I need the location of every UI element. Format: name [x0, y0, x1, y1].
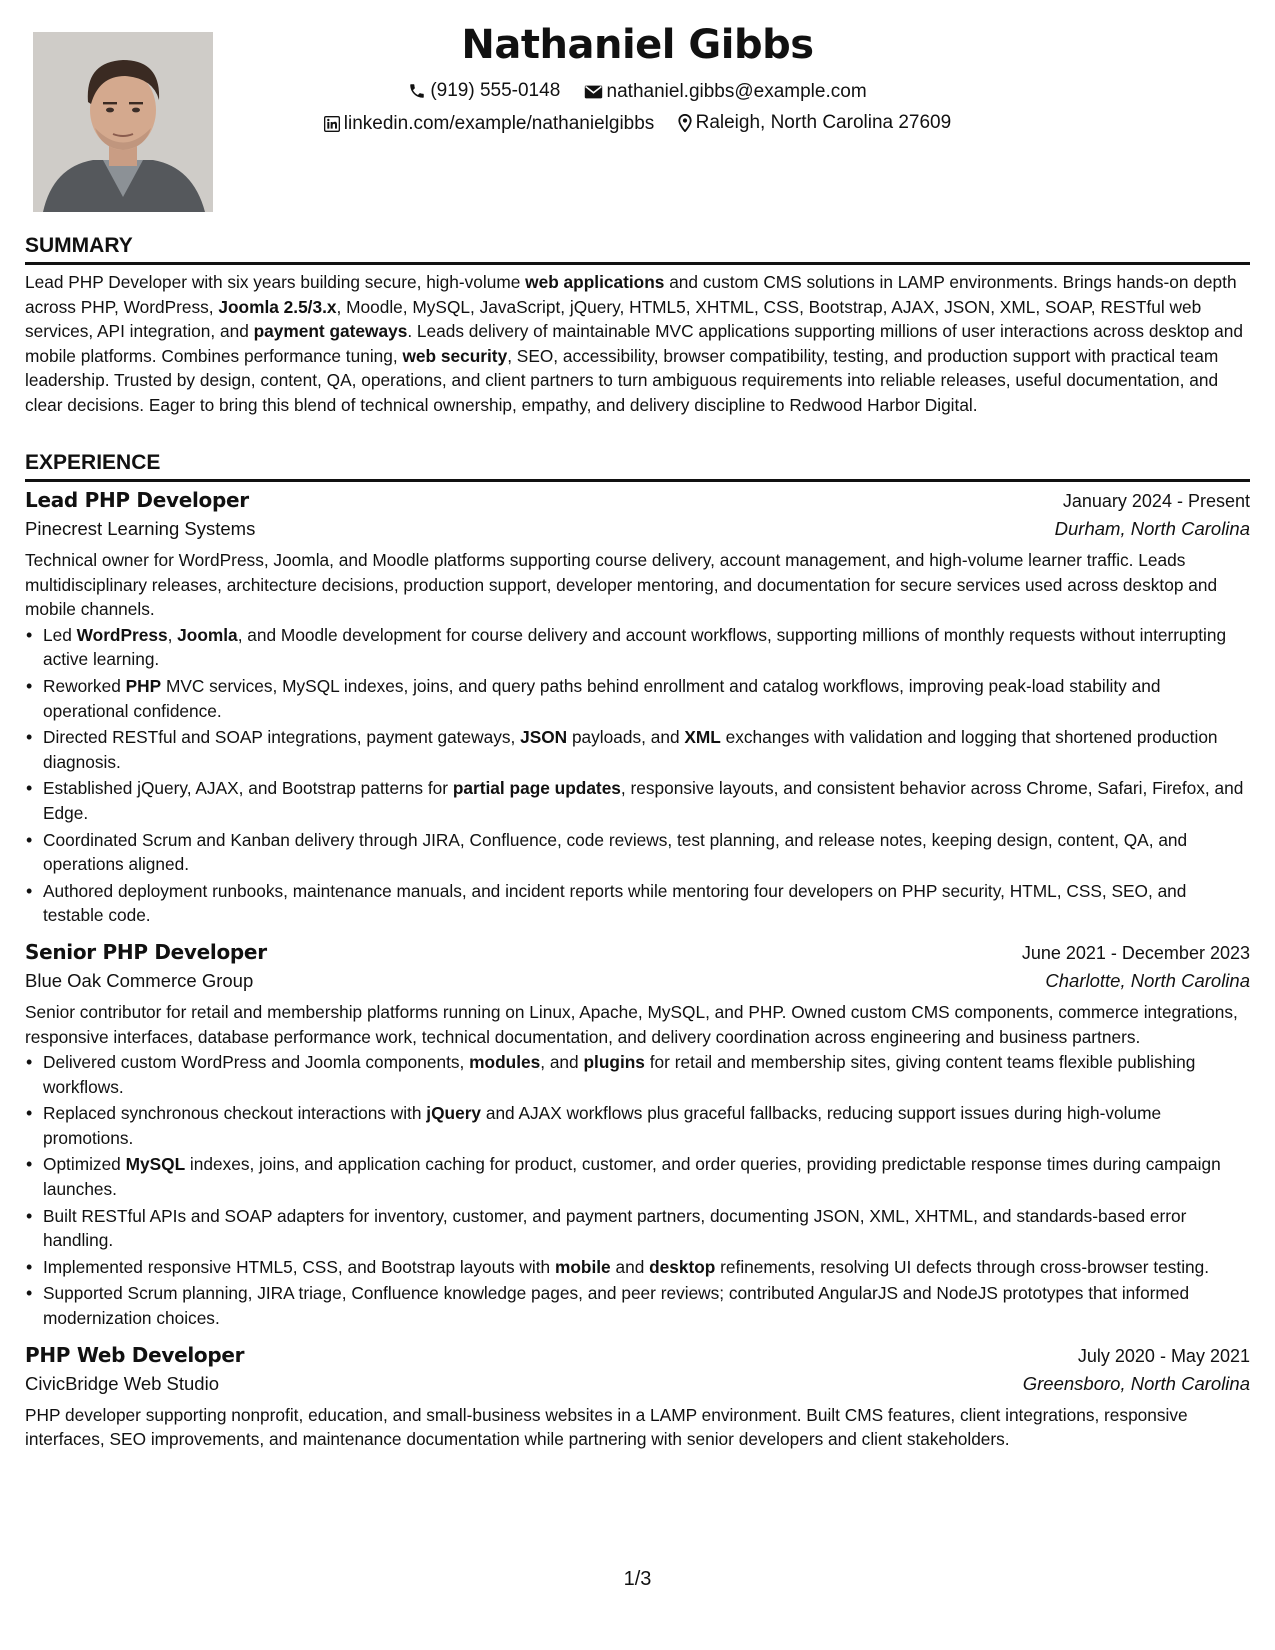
bullet-item: • Reworked PHP MVC services, MySQL indexes, joins, and query paths behind enrollment and catalog workflows, improving peak-load stability and operational confidence. [25, 674, 1250, 723]
bullet-item: • Supported Scrum planning, JIRA triage, Confluence knowledge pages, and peer reviews; contributed AngularJS and NodeJS prototypes that informed modernization choices. [25, 1281, 1250, 1330]
job-dates: June 2021 - December 2023 [1021, 942, 1250, 963]
location-contact [678, 112, 952, 134]
bullet-item: • Established jQuery, AJAX, and Bootstrap patterns for partial page updates, responsive layouts, and consistent behavior across Chrome, Safari, Firefox, and Edge. [25, 776, 1250, 825]
job-title: PHP Web Developer [25, 1342, 245, 1367]
job-title: Senior PHP Developer [25, 939, 267, 964]
bullet-item: • Optimized MySQL indexes, joins, and application caching for product, customer, and order queries, providing predictable response times during campaign launches. [25, 1152, 1250, 1201]
phone-contact [408, 80, 560, 102]
summary-paragraph: Lead PHP Developer with six years building secure, high-volume web applications and custom CMS solutions in LAMP environments. Brings hands-on depth across PHP, WordPress, Joomla 2.5/3.x, Moodle, MySQL, JavaScript, jQuery, HTML5, XHTML, CSS, Bootstrap, AJAX, JSON, XML, SOAP, RESTful web services, API integration, and payment gateways. Leads delivery of maintainable MVC applications supporting millions of user interactions across desktop and mobile platforms. Combines performance tuning, web security, SEO, accessibility, browser compatibility, testing, and production support with practical team leadership. Trusted by design, content, QA, operations, and client partners to turn ambiguous requirements into reliable releases, useful documentation, and clear decisions. Eager to bring this blend of technical ownership, empathy, and delivery discipline to Redwood Harbor Digital. [25, 272, 1244, 415]
page-number: 1/3 [623, 1568, 652, 1590]
bullet-item: • Directed RESTful and SOAP integrations, payment gateways, JSON payloads, and XML exchanges with validation and logging that shortened production diagnosis. [25, 725, 1250, 774]
envelope-icon [584, 84, 603, 100]
job-dates: July 2020 - May 2021 [1077, 1345, 1250, 1366]
summary-section [25, 234, 1250, 418]
phone-icon [408, 82, 426, 100]
contact-line-2 [25, 112, 1250, 138]
job-bullets [25, 623, 1250, 928]
bullet-item: • Implemented responsive HTML5, CSS, and Bootstrap layouts with mobile and desktop refinements, resolving UI defects through cross-browser testing. [25, 1255, 1250, 1280]
bullet-item: • Built RESTful APIs and SOAP adapters for inventory, customer, and payment partners, documenting JSON, XML, XHTML, and standards-based error handling. [25, 1204, 1250, 1253]
contact-line-1 [25, 80, 1250, 106]
job-location: Charlotte, North Carolina [1045, 969, 1250, 991]
linkedin-icon [324, 116, 340, 132]
candidate-name: Nathaniel Gibbs [461, 22, 814, 68]
location-text: Raleigh, North Carolina 27609 [695, 112, 952, 133]
email-contact[interactable] [584, 81, 867, 103]
experience-section [25, 451, 1250, 1452]
bullet-item: • Coordinated Scrum and Kanban delivery through JIRA, Confluence, code reviews, test planning, and release notes, keeping design, content, QA, and operations aligned. [25, 828, 1250, 877]
job-company: Blue Oak Commerce Group [25, 969, 254, 991]
section-title: EXPERIENCE [25, 451, 1250, 482]
map-pin-icon [678, 114, 692, 132]
job-entry [25, 1343, 1250, 1452]
bullet-item: • Led WordPress, Joomla, and Moodle development for course delivery and account workflows, supporting millions of monthly requests without interrupting active learning. [25, 623, 1250, 672]
phone-text: (919) 555-0148 [430, 80, 561, 101]
job-location: Durham, North Carolina [1054, 518, 1250, 539]
job-description: Technical owner for WordPress, Joomla, and Moodle platforms supporting course delivery, account management, and high-volume learner traffic. Leads multidisciplinary releases, architecture decisions, production support, developer mentoring, and documentation for secure services used across desktop and mobile channels. [25, 550, 1218, 620]
bullet-item: • Authored deployment runbooks, maintenance manuals, and incident reports while mentoring four developers on PHP security, HTML, CSS, SEO, and testable code. [25, 879, 1250, 928]
job-description: Senior contributor for retail and membership platforms running on Linux, Apache, MySQL, and PHP. Owned custom CMS components, commerce integrations, responsive interfaces, database performance work, technical documentation, and delivery coordination across engineering and business partners. [25, 1001, 1238, 1047]
job-entry [25, 940, 1250, 1331]
job-entry [25, 488, 1250, 928]
email-text[interactable]: nathaniel.gibbs@example.com [606, 81, 867, 102]
resume-page [25, 0, 1250, 1650]
job-location: Greensboro, North Carolina [1022, 1372, 1250, 1394]
job-bullets [25, 1050, 1250, 1331]
job-title: Lead PHP Developer [25, 488, 249, 512]
bullet-item: • Delivered custom WordPress and Joomla components, modules, and plugins for retail and membership sites, giving content teams flexible publishing workflows. [25, 1050, 1250, 1099]
linkedin-text[interactable]: linkedin.com/example/nathanielgibbs [343, 113, 655, 134]
job-company: CivicBridge Web Studio [25, 1372, 219, 1394]
job-dates: January 2024 - Present [1062, 491, 1250, 511]
job-company: Pinecrest Learning Systems [25, 518, 256, 539]
linkedin-contact[interactable] [324, 113, 655, 135]
bullet-item: • Replaced synchronous checkout interactions with jQuery and AJAX workflows plus graceful fallbacks, reducing support issues during high-volume promotions. [25, 1101, 1250, 1150]
job-description: PHP developer supporting nonprofit, education, and small-business websites in a LAMP environment. Built CMS features, client integrations, responsive interfaces, SEO improvements, and maintenance documentation while partnering with senior developers and client stakeholders. [25, 1404, 1188, 1450]
section-title: SUMMARY [25, 234, 1250, 265]
